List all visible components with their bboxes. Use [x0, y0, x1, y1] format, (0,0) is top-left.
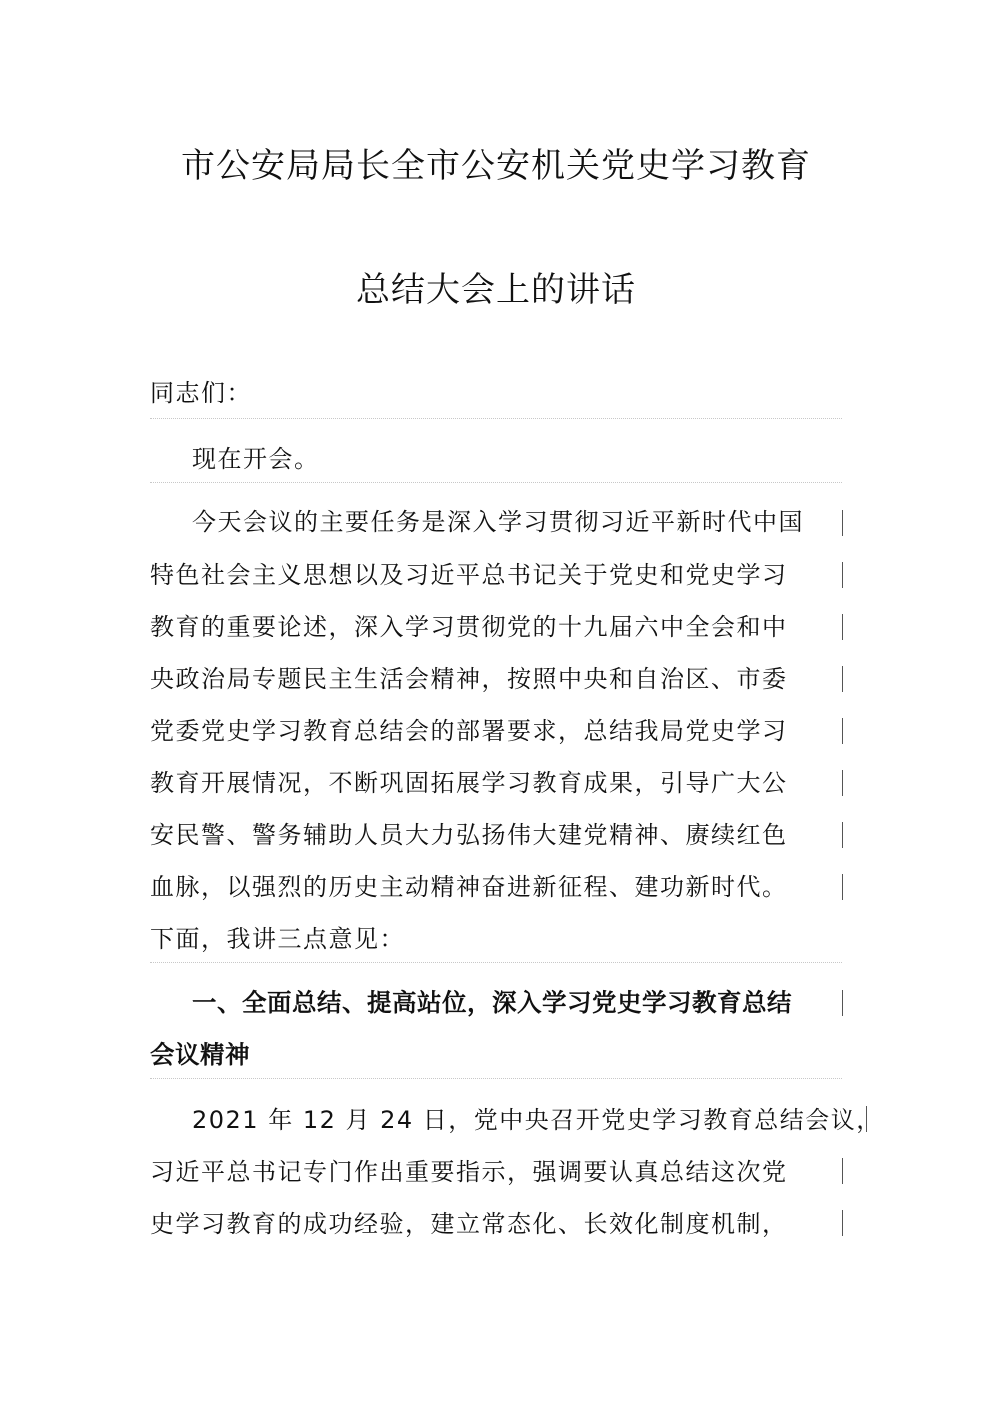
margin-bar	[842, 874, 843, 900]
paragraph-divider	[150, 1078, 842, 1079]
margin-bar	[842, 718, 843, 744]
paragraph-divider	[150, 482, 842, 483]
paragraph-line: 下面，我讲三点意见：	[150, 925, 405, 953]
paragraph-line: 血脉，以强烈的历史主动精神奋进新征程、建功新时代。	[150, 873, 788, 901]
paragraph-line: 特色社会主义思想以及习近平总书记关于党史和党史学习	[150, 561, 788, 589]
paragraph-line: 党委党史学习教育总结会的部署要求，总结我局党史学习	[150, 717, 788, 745]
paragraph-line: 2021 年 12 月 24 日，党中央召开党史学习教育总结会议，	[192, 1106, 882, 1134]
paragraph-line: 今天会议的主要任务是深入学习贯彻习近平新时代中国	[192, 508, 804, 536]
salutation: 同志们：	[150, 379, 252, 407]
margin-bar	[842, 614, 843, 640]
document-title-line-2: 总结大会上的讲话	[356, 270, 636, 310]
margin-bar	[842, 1210, 843, 1236]
margin-bar	[842, 770, 843, 796]
paragraph-line: 教育开展情况，不断巩固拓展学习教育成果，引导广大公	[150, 769, 788, 797]
margin-bar	[842, 562, 843, 588]
margin-bar	[866, 1106, 867, 1132]
paragraph-line: 史学习教育的成功经验，建立常态化、长效化制度机制，	[150, 1210, 788, 1238]
paragraph-line: 央政治局专题民主生活会精神，按照中央和自治区、市委	[150, 665, 788, 693]
paragraph-divider	[150, 962, 842, 963]
heading-line: 会议精神	[150, 1040, 250, 1069]
margin-bar	[842, 510, 843, 536]
document-title-line-1: 市公安局局长全市公安机关党史学习教育	[181, 146, 811, 186]
paragraph-line: 安民警、警务辅助人员大力弘扬伟大建党精神、赓续红色	[150, 821, 788, 849]
margin-bar	[842, 1158, 843, 1184]
paragraph-divider	[150, 418, 842, 419]
heading-line: 一、全面总结、提高站位，深入学习党史学习教育总结	[192, 988, 792, 1017]
opening-line: 现在开会。	[192, 445, 320, 473]
margin-bar	[842, 666, 843, 692]
margin-bar	[842, 822, 843, 848]
paragraph-line: 教育的重要论述，深入学习贯彻党的十九届六中全会和中	[150, 613, 788, 641]
paragraph-line: 习近平总书记专门作出重要指示，强调要认真总结这次党	[150, 1158, 788, 1186]
margin-bar	[842, 990, 843, 1016]
